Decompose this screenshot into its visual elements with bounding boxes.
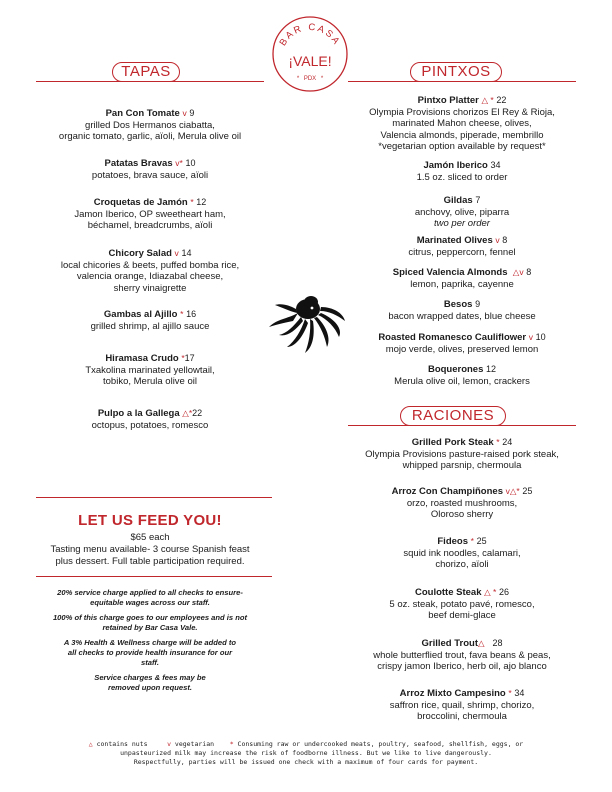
raw-mark: * bbox=[229, 740, 234, 748]
note-line: staff. bbox=[140, 657, 159, 667]
item-name: Arroz Con Champiñones bbox=[391, 486, 503, 497]
item-marks: v bbox=[495, 235, 500, 245]
item-price: 8 bbox=[502, 235, 508, 245]
item-price: 26 bbox=[499, 587, 510, 597]
item-desc: 5 oz. steak, potato pavé, romesco, bbox=[389, 598, 535, 610]
item-marks: v bbox=[182, 108, 187, 118]
item-name: Jamón Iberico bbox=[423, 160, 488, 171]
item-price: 28 bbox=[492, 638, 503, 648]
tapas-heading: TAPAS bbox=[112, 62, 180, 82]
item-price: 34 bbox=[490, 160, 501, 170]
nuts-label: contains nuts bbox=[96, 740, 148, 748]
item-price: 12 bbox=[486, 364, 497, 374]
note bbox=[36, 673, 264, 692]
item-name: Marinated Olives bbox=[416, 235, 493, 246]
item-name: Croquetas de Jamón bbox=[93, 197, 188, 208]
item-price: 8 bbox=[526, 267, 532, 277]
menu-item bbox=[336, 536, 588, 571]
item-desc: Jamon Iberico, OP sweetheart ham, bbox=[74, 208, 226, 220]
item-marks: △* bbox=[182, 408, 193, 418]
item-name: Pintxo Platter bbox=[417, 95, 479, 106]
menu-item bbox=[336, 688, 588, 723]
item-marks: △ * bbox=[481, 95, 494, 105]
octopus-illustration bbox=[265, 293, 347, 355]
footer-line: unpasteurized milk may increase the risk of foodborne illness. But we like to live dangerously. bbox=[120, 749, 492, 757]
item-desc: *vegetarian option available by request* bbox=[378, 141, 546, 153]
feed-top-rule bbox=[36, 497, 272, 498]
item-name: Fideos bbox=[437, 536, 468, 547]
logo-bottom-text: PDX bbox=[303, 76, 317, 82]
item-desc: Olympia Provisions pasture-raised pork steak, bbox=[365, 448, 559, 460]
item-desc: orzo, roasted mushrooms, bbox=[406, 497, 518, 509]
note-line: all checks to provide health insurance for our bbox=[67, 647, 233, 657]
item-name: Pan Con Tomate bbox=[105, 108, 180, 119]
item-name: Pulpo a la Gallega bbox=[97, 408, 180, 419]
item-desc: anchovy, olive, piparra bbox=[414, 206, 510, 218]
item-marks: * bbox=[508, 688, 512, 698]
item-marks: △ * bbox=[484, 587, 497, 597]
item-desc: organic tomato, garlic, aïoli, Merula olive oil bbox=[58, 131, 242, 143]
item-marks: △ bbox=[478, 638, 485, 648]
item-price: 22 bbox=[192, 408, 203, 418]
item-marks: * bbox=[181, 353, 185, 363]
menu-item bbox=[336, 332, 588, 355]
item-marks: * bbox=[470, 536, 474, 546]
item-desc: lemon, paprika, cayenne bbox=[410, 278, 514, 290]
feed-desc-line: plus dessert. Full table participation required. bbox=[55, 555, 245, 567]
item-name: Boquerones bbox=[427, 364, 484, 375]
item-desc: whipped parsnip, chermoula bbox=[402, 460, 522, 472]
note-line: Service charges & fees may be bbox=[94, 673, 206, 683]
note bbox=[36, 638, 264, 667]
item-name: Roasted Romanesco Cauliflower bbox=[378, 332, 527, 343]
item-desc: Txakolina marinated yellowtail, bbox=[85, 364, 215, 376]
item-desc: marinated Mahon cheese, olives, bbox=[392, 118, 532, 130]
note-line: removed upon request. bbox=[108, 682, 192, 692]
item-marks: * bbox=[496, 437, 500, 447]
item-marks: v bbox=[528, 332, 534, 342]
item-desc: crispy jamon Iberico, herb oil, ajo blanco bbox=[377, 661, 547, 673]
menu-item bbox=[36, 353, 264, 388]
menu-item bbox=[336, 299, 588, 322]
item-desc: Valencia almonds, piperade, membrillo bbox=[380, 129, 544, 141]
bar-casa-vale-logo bbox=[270, 14, 350, 94]
item-desc: mojo verde, olives, preserved lemon bbox=[385, 343, 539, 355]
item-desc: beef demi-glace bbox=[428, 610, 496, 622]
logo-star-right: * bbox=[320, 76, 324, 82]
item-marks: * bbox=[180, 309, 184, 319]
item-price: 34 bbox=[514, 688, 525, 698]
logo-star-left: * bbox=[296, 76, 300, 82]
note bbox=[36, 588, 264, 607]
item-name: Patatas Bravas bbox=[104, 158, 173, 169]
note-line: equitable wages across our staff. bbox=[90, 597, 210, 607]
feed-desc bbox=[36, 544, 264, 567]
item-price: 17 bbox=[184, 353, 195, 363]
item-marks: △v bbox=[512, 267, 524, 277]
item-desc: tobiko, Merula olive oil bbox=[103, 376, 197, 388]
menu-item bbox=[336, 638, 588, 673]
menu-item bbox=[336, 160, 588, 183]
item-name: Gildas bbox=[443, 195, 473, 206]
veg-mark: v bbox=[167, 740, 171, 748]
raw-warning: Consuming raw or undercooked meats, poultry, seafood, shellfish, eggs, or bbox=[237, 740, 524, 748]
item-price: 25 bbox=[522, 486, 533, 496]
menu-item bbox=[36, 248, 264, 294]
item-price: 16 bbox=[186, 309, 197, 319]
item-name: Besos bbox=[443, 299, 473, 310]
menu-item bbox=[336, 364, 588, 387]
note-line: A 3% Health & Wellness charge will be added to bbox=[63, 638, 237, 648]
item-desc: Oloroso sherry bbox=[430, 509, 494, 521]
item-price: 10 bbox=[535, 332, 546, 342]
feed-bottom-rule bbox=[36, 576, 272, 577]
item-marks: v* bbox=[175, 158, 183, 168]
item-price: 9 bbox=[189, 108, 195, 118]
item-price: 14 bbox=[181, 248, 192, 258]
menu-item bbox=[36, 158, 264, 181]
menu-item bbox=[336, 437, 588, 472]
item-desc: octopus, potatoes, romesco bbox=[91, 419, 209, 431]
item-marks: * bbox=[190, 197, 194, 207]
item-desc-note: two per order bbox=[434, 218, 490, 230]
pintxos-heading: PINTXOS bbox=[410, 62, 502, 82]
item-price: 9 bbox=[475, 299, 481, 309]
item-name: Grilled Pork Steak bbox=[411, 437, 494, 448]
item-name: Arroz Mixto Campesino bbox=[399, 688, 506, 699]
menu-item bbox=[336, 195, 588, 230]
menu-item bbox=[36, 108, 264, 143]
item-desc: citrus, peppercorn, fennel bbox=[408, 246, 516, 258]
item-price: 25 bbox=[476, 536, 487, 546]
item-desc: valencia orange, Idiazabal cheese, bbox=[76, 271, 224, 283]
item-desc: local chicories & beets, puffed bomba rice, bbox=[60, 259, 240, 271]
menu-item bbox=[36, 408, 264, 431]
logo-main-text: ¡VALE! bbox=[288, 53, 332, 69]
item-name: Grilled Trout bbox=[421, 638, 478, 649]
item-marks: v bbox=[174, 248, 179, 258]
item-price: 22 bbox=[496, 95, 507, 105]
item-desc: chorizo, aïoli bbox=[435, 559, 489, 571]
item-desc: broccolini, chermoula bbox=[417, 711, 507, 723]
menu-item bbox=[336, 587, 588, 622]
item-desc: potatoes, brava sauce, aïoli bbox=[91, 169, 209, 181]
item-price: 24 bbox=[502, 437, 513, 447]
menu-item bbox=[36, 309, 264, 332]
feed-desc-line: Tasting menu available- 3 course Spanish feast bbox=[50, 544, 250, 555]
veg-label: vegetarian bbox=[174, 740, 215, 748]
menu-item bbox=[36, 197, 264, 232]
item-name: Chicory Salad bbox=[108, 248, 172, 259]
item-desc: 1.5 oz. sliced to order bbox=[416, 171, 508, 183]
item-desc: whole butterflied trout, fava beans & peas, bbox=[373, 649, 551, 661]
item-price: 10 bbox=[185, 158, 196, 168]
logo-top-text: BAR CASA bbox=[277, 21, 343, 48]
item-desc: sherry vinaigrette bbox=[113, 282, 187, 294]
note bbox=[36, 613, 264, 632]
menu-item bbox=[336, 235, 588, 258]
item-desc: Merula olive oil, lemon, crackers bbox=[394, 375, 530, 387]
note-line: 20% service charge applied to all checks to ensure- bbox=[57, 588, 243, 597]
item-desc: béchamel, breadcrumbs, aïoli bbox=[87, 220, 213, 232]
menu-item bbox=[336, 95, 588, 153]
svg-text:BAR CASA bbox=[277, 22, 342, 48]
menu-item bbox=[336, 267, 588, 290]
item-price: 12 bbox=[196, 197, 207, 207]
item-desc: bacon wrapped dates, blue cheese bbox=[388, 310, 536, 322]
note-line: 100% of this charge goes to our employees and is not bbox=[52, 613, 248, 623]
feed-title: LET US FEED YOU! bbox=[78, 512, 222, 529]
item-name: Spiced Valencia Almonds bbox=[392, 267, 508, 278]
service-charge-notes bbox=[36, 588, 264, 698]
item-desc: Olympia Provisions chorizos El Rey & Rioja, bbox=[369, 106, 555, 118]
raciones-heading: RACIONES bbox=[400, 406, 506, 426]
item-name: Coulotte Steak bbox=[414, 587, 482, 598]
feed-price: $65 each bbox=[130, 532, 170, 543]
item-price: 7 bbox=[475, 195, 481, 205]
nuts-mark: △ bbox=[88, 740, 93, 748]
item-name: Gambas al Ajillo bbox=[103, 309, 178, 320]
item-desc: squid ink noodles, calamari, bbox=[403, 547, 521, 559]
footer-line: Respectfully, parties will be issued one check with a maximum of four cards for payment. bbox=[133, 758, 479, 766]
note-line: retained by Bar Casa Vale. bbox=[102, 622, 198, 632]
item-marks: v△* bbox=[505, 486, 520, 496]
footer-legend bbox=[40, 740, 572, 767]
item-desc: grilled Dos Hermanos ciabatta, bbox=[85, 119, 215, 131]
item-desc: saffron rice, quail, shrimp, chorizo, bbox=[389, 699, 535, 711]
menu-item bbox=[336, 486, 588, 521]
item-name: Hiramasa Crudo bbox=[105, 353, 179, 364]
item-desc: grilled shrimp, al ajillo sauce bbox=[90, 320, 210, 332]
